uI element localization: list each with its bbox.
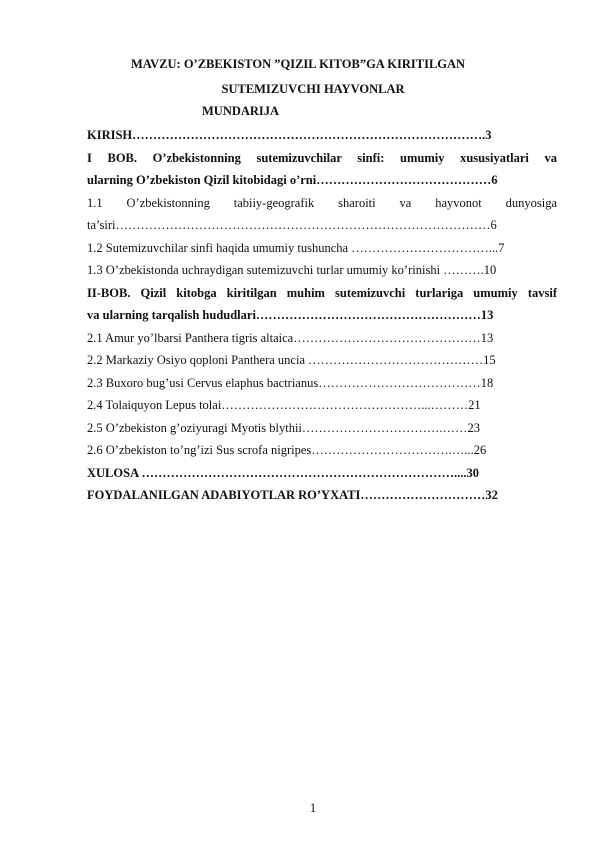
toc-entry-chapter2-line1: II-BOB. Qizil kitobga kiritilgan muhim sutemizuvchi turlariga umumiy tavsif [87, 285, 557, 300]
toc-entry-2-1: 2.1 Amur yo’lbarsi Panthera tigris altaica………………………………………13 [87, 330, 494, 345]
toc-entry-1-3: 1.3 O’zbekistonda uchraydigan sutemizuvchi turlar umumiy ko’rinishi ……….10 [87, 263, 497, 277]
toc-entry-conclusion: XULOSA …………………………………………………………………....30 [87, 465, 480, 480]
toc-entry-2-5: 2.5 O’zbekiston g’oziyuragi Myotis blythii…………………………….……23 [87, 420, 481, 435]
toc-entry-chapter1-line2: ularning O’zbekiston Qizil kitobidagi o’rni……………………………………6 [87, 173, 498, 187]
toc-entry-chapter1-line1: I BOB. O’zbekistonning sutemizuvchilar sinfi: umumiy xususiyatlari va [87, 150, 557, 165]
toc-entry-references: FOYDALANILGAN ADABIYOTLAR RO’YXATI…………………………32 [87, 488, 498, 502]
toc-entry-2-4: 2.4 Tolaiquyon Lepus tolai…………………………………………...………21 [87, 398, 481, 412]
toc-entry-1-1-line2: ta’siri………………………………………………………………………………6 [87, 218, 497, 232]
toc-entry-2-6: 2.6 O’zbekiston to’ng’izi Sus scrofa nigripes…………………………….…...26 [87, 443, 487, 457]
toc-entry-chapter2-line2: va ularning tarqalish hududlari………………………………………………13 [87, 308, 494, 322]
toc-entry-2-2: 2.2 Markaziy Osiyo qoploni Panthera uncia ……………………………………15 [87, 353, 496, 367]
table-of-contents [87, 124, 557, 507]
page-number: 1 [309, 801, 317, 815]
contents-heading: MUNDARIJA [202, 104, 280, 118]
topic-title-line1: MAVZU: O’ZBEKISTON ”QIZIL KITOB”GA KIRITILGAN [130, 57, 466, 71]
toc-entry-1-1-line1: 1.1 O’zbekistonning tabiiy-geografik sharoiti va hayvonot dunyosiga [87, 195, 557, 210]
toc-entry-introduction: KIRISH………………………………………………………………………….3 [87, 128, 492, 142]
toc-entry-1-2: 1.2 Sutemizuvchilar sinfi haqida umumiy tushuncha ……………………………...7 [87, 240, 505, 255]
toc-entry-2-3: 2.3 Buxoro bug’usi Cervus elaphus bactrianus…………………………………18 [87, 375, 494, 390]
topic-title-line2: SUTEMIZUVCHI HAYVONLAR [221, 82, 405, 96]
